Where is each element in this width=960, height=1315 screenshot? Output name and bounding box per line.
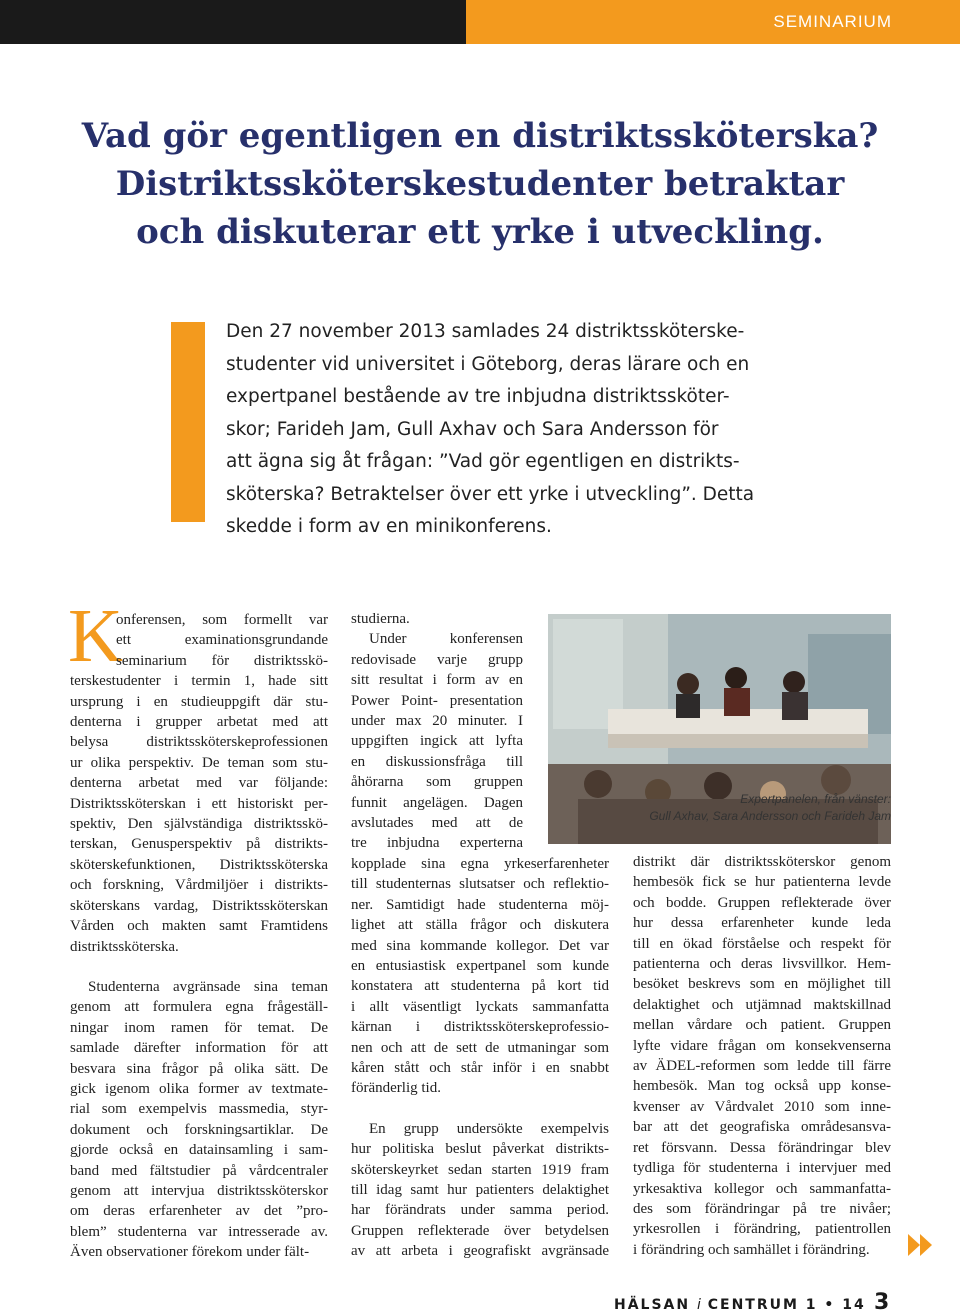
text-line: yrkesaktiva kollegor och sammanfatta- <box>633 1180 891 1197</box>
text-line: sköterskans vardag, Distriktssköterskan <box>70 897 328 914</box>
dropcap: K <box>68 594 123 678</box>
text-line: dokument och forskningsartiklar. De <box>70 1121 328 1138</box>
text-line: lighet att ställa frågor och diskutera <box>351 917 609 934</box>
photo-caption <box>560 791 891 825</box>
text-line: funnit angelägen. Dagen <box>351 794 523 811</box>
text-line: des som förändringar på tre nivåer; <box>633 1200 891 1217</box>
text-line: yrkesrollen i förändring, patientrollen <box>633 1221 891 1238</box>
text-line: besöket beskrevs som en möjlighet till <box>633 976 891 993</box>
text-line: ret försvann. Dessa förändringar blev <box>633 1139 891 1156</box>
text-line: föränderlig tid. <box>351 1080 441 1097</box>
text-line: ursprung i en studieuppgift där stu- <box>70 693 328 710</box>
text-line: terskestudenter i termin 1, hade sitt <box>70 673 328 690</box>
text-line: rial som exempelvis massmedia, styr- <box>70 1101 328 1118</box>
text-line: sköterskeyrket sedan starten 1919 fram <box>351 1161 609 1178</box>
magazine-name-part: HÄLSAN <box>614 1297 691 1313</box>
text-line: mellan vårdare och patient. Gruppen <box>633 1017 891 1034</box>
text-line: Gruppen reflekterade över betydelsen <box>351 1222 609 1239</box>
text-line: Distriktssköterskan i ett historiskt per- <box>70 795 328 812</box>
text-line: blem” studenterna var intresserade av. <box>70 1223 328 1240</box>
text-line: onferensen, som formellt var <box>116 612 328 628</box>
magazine-name <box>614 1297 866 1313</box>
caption-line: Gull Axhav, Sara Andersson och Farideh Jam <box>649 809 891 823</box>
text-line: Power Point- presentation <box>351 692 523 709</box>
text-line: genom att intervjua distriktssköterskor <box>70 1182 328 1199</box>
text-line: Även observationer förekom under fält- <box>70 1244 310 1261</box>
text-line: hembesök. Man tog också upp konse- <box>633 1078 891 1095</box>
magazine-issue: CENTRUM 1 • 14 <box>707 1297 866 1313</box>
text-line: i förändring och samhället i förändring. <box>633 1241 870 1258</box>
text-line: En grupp undersökte exempelvis <box>369 1120 609 1137</box>
text-line: åhörarna som gruppen <box>351 774 523 791</box>
intro-line: sköterska? Betraktelser över ett yrke i utveckling”. Detta <box>226 483 755 505</box>
intro-line: skedde i form av en minikonferens. <box>226 516 552 537</box>
text-line: till en ökad förståelse och respekt för <box>633 935 891 952</box>
text-line: delaktighet och utjämnad maktskillnad <box>633 996 891 1013</box>
text-line: i allt väsentligt lyckats sammanfatta <box>351 998 609 1015</box>
headline-line: Distriktssköterskestudenter betraktar <box>115 164 845 204</box>
text-line: kopplade sina egna yrkeserfarenheter <box>351 855 609 872</box>
text-line: belysa distriktssköterskeprofessionen <box>70 734 328 751</box>
text-line: band med fältstudier på vårdcentraler <box>70 1162 328 1179</box>
article-column-1 <box>70 610 328 1263</box>
text-line: har förändrats under samma period. <box>351 1202 609 1219</box>
text-line: uppgiften ingick att lyfta <box>351 733 523 750</box>
text-line: seminarium för distriktsskö- <box>116 652 328 669</box>
intro-line: Den 27 november 2013 samlades 24 distriktssköterske- <box>226 321 745 342</box>
text-line: nen och att de sett de utmaningar som <box>351 1039 609 1056</box>
text-line: av ÄDEL-reformen som ledde till färre <box>633 1058 891 1075</box>
text-line: genom att formulera egna frågeställ- <box>70 999 328 1016</box>
text-line: och forskning, Vårdmiljöer i distrikts- <box>70 877 328 894</box>
text-line: bar att det geografiska områdesansva- <box>633 1119 891 1136</box>
text-line: till studenternas slutsatser och reflektio- <box>351 876 609 893</box>
intro-paragraph <box>226 316 806 544</box>
text-line: till idag samt hur patienters delaktighet <box>351 1181 609 1198</box>
intro-line: att ägna sig åt frågan: ”Vad gör egentligen en distrikts- <box>226 451 740 472</box>
text-line: besvara sina frågor på olika sätt. De <box>70 1060 328 1077</box>
text-line: kärnan i distriktssköterskeprofessio- <box>351 1019 609 1036</box>
double-arrow-right-icon <box>908 1234 934 1256</box>
text-line: ningar inom ramen för temat. De <box>70 1019 328 1036</box>
text-line: Studenterna avgränsade sina teman <box>88 978 328 995</box>
text-line: gjorde också en datainsamling i sam- <box>70 1142 328 1159</box>
text-line: studierna. <box>351 611 410 627</box>
caption-line: Expertpanelen, från vänster: <box>740 792 891 806</box>
section-label: SEMINARIUM <box>773 12 892 31</box>
text-line: Under konferensen <box>369 631 523 648</box>
text-line: kåren stått och står inför i en snabbt <box>351 1059 609 1076</box>
text-line: tre inbjudna experterna <box>351 835 523 852</box>
text-line: Vården och makten samt Framtidens <box>70 918 328 935</box>
text-line: denterna arbetat med var följande: <box>70 775 328 792</box>
text-line: hur dessa erfarenheter kunde leda <box>633 915 891 932</box>
text-line: distriktssköterska. <box>70 938 179 955</box>
text-line: hembesök fick se hur patienterna levde <box>633 874 891 891</box>
headline-line: Vad gör egentligen en distriktssköterska? <box>81 116 879 156</box>
text-line: ur olika perspektiv. De teman som stu- <box>70 754 328 771</box>
text-line: distrikt där distriktssköterskor genom <box>633 854 891 870</box>
article-column-3 <box>633 852 891 1260</box>
page-number: 3 <box>874 1290 890 1315</box>
paragraph-gap <box>351 1099 609 1119</box>
text-line: av att arbeta i geografiskt avgränsade <box>351 1243 609 1260</box>
text-line: gick igenom olika former av textmate- <box>70 1080 328 1097</box>
article-headline <box>70 112 890 256</box>
text-line: redovisade varje grupp <box>351 651 523 668</box>
text-line: en entusiastisk expertpanel som kunde <box>351 957 609 974</box>
headline-line: och diskuterar ett yrke i utveckling. <box>136 212 824 252</box>
text-line: om deras erfarenheter av det ”pro- <box>70 1203 328 1220</box>
text-line: och bodde. Gruppen reflekterade över <box>633 894 891 911</box>
intro-line: skor; Farideh Jam, Gull Axhav och Sara Andersson för <box>226 418 719 440</box>
text-line: tydliga för studenterna i intervjuer med <box>633 1160 891 1177</box>
text-line: kvenser av Vårdvalet 2010 som inne- <box>633 1098 891 1115</box>
intro-line: studenter vid universitet i Göteborg, deras lärare och en <box>226 353 750 375</box>
text-line: samlade därefter information för att <box>70 1040 328 1057</box>
text-line: lyfte vidare frågan om konsekvenserna <box>633 1037 891 1054</box>
text-line: hur politiska beslut påverkat distrikts- <box>351 1141 609 1158</box>
text-line: sköterskefunktionen, Distriktssköterska <box>70 856 328 873</box>
text-line: spektiv, Den självständiga distriktsskö- <box>70 816 328 833</box>
text-line: under max 20 minuter. I <box>351 713 523 730</box>
text-line: konstatera att studenterna på kort tid <box>351 978 609 995</box>
text-line: terskan, Genusperspektiv på distrikts- <box>70 836 328 853</box>
text-line: patienterna och deras livsvillkor. Hem- <box>633 956 891 973</box>
magazine-name-part: i <box>696 1297 701 1313</box>
paragraph-gap <box>70 957 328 977</box>
text-line: avslutades med att de <box>351 815 523 832</box>
text-line: med sina kommande kollegor. Det var <box>351 937 609 954</box>
text-line: denterna i grupper arbetat med att <box>70 714 328 731</box>
text-line: sitt resultat i form av en <box>351 672 523 689</box>
intro-line: expertpanel bestående av tre inbjudna distriktssköter- <box>226 386 730 407</box>
intro-accent-bar <box>171 322 205 522</box>
text-line: ner. Samtidigt hade studenterna möj- <box>351 896 609 913</box>
text-line: en diskussionsfråga till <box>351 753 523 770</box>
text-line: ett examinationsgrundande <box>116 632 328 649</box>
top-bar-dark <box>0 0 466 44</box>
